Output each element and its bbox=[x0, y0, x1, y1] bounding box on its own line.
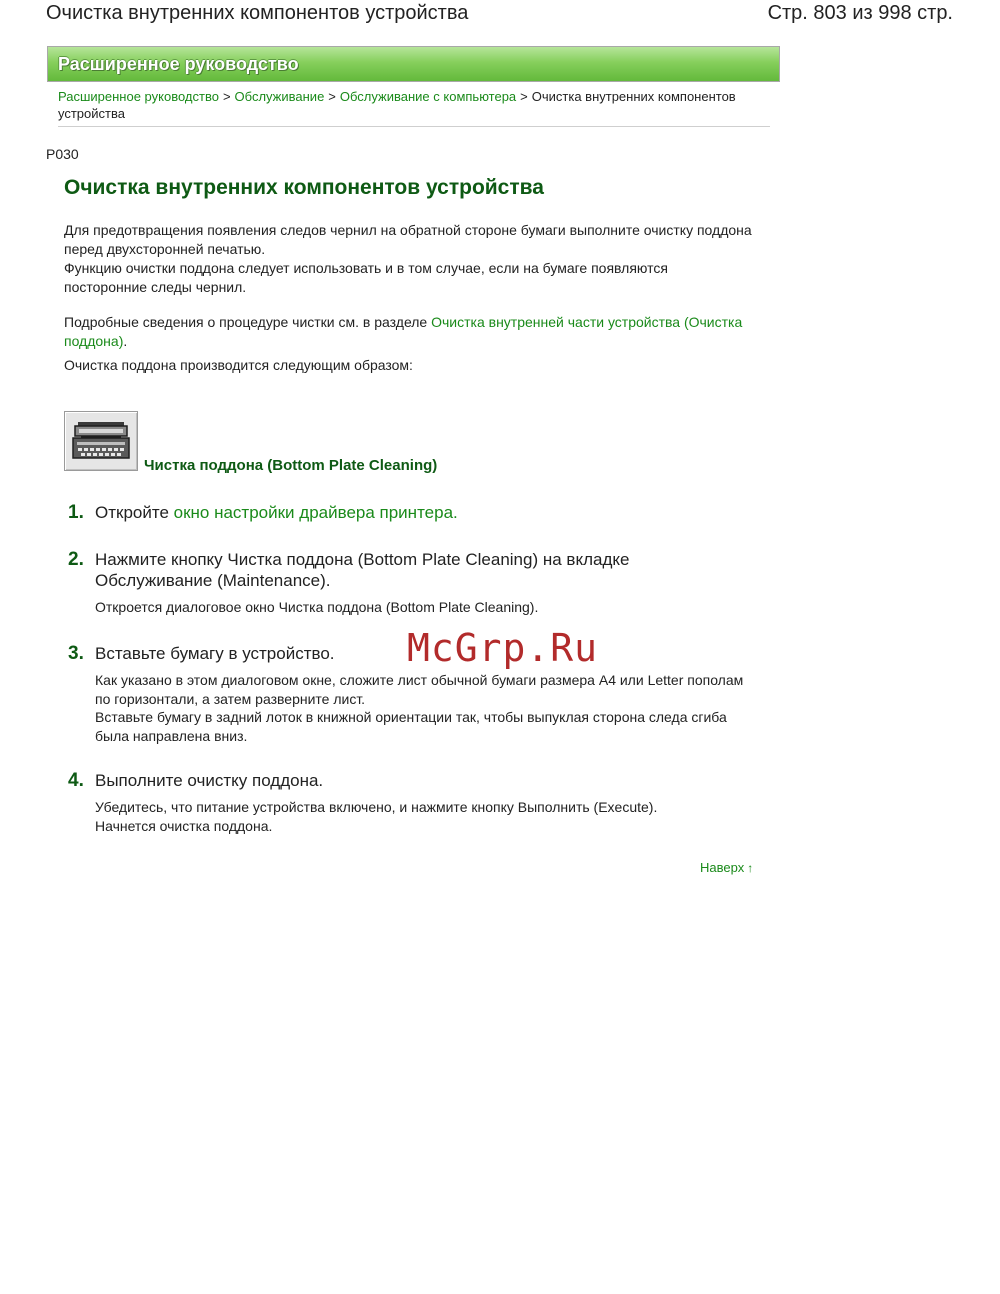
section-heading: Чистка поддона (Bottom Plate Cleaning) bbox=[144, 457, 438, 474]
intro-text-2: Функцию очистки поддона следует использовать и в том случае, если на бумаге появляются посторонние следы чернил. bbox=[64, 260, 668, 295]
page-code: P030 bbox=[46, 146, 79, 162]
section-banner bbox=[47, 46, 780, 82]
breadcrumb-link-advanced-guide[interactable]: Расширенное руководство bbox=[58, 89, 219, 104]
printer-driver-setup-link[interactable]: окно настройки драйвера принтера. bbox=[173, 503, 458, 522]
breadcrumb-separator: > bbox=[328, 89, 336, 104]
back-to-top-label: Наверх bbox=[700, 860, 745, 875]
step-title: Нажмите кнопку Чистка поддона (Bottom Plate Cleaning) на вкладке Обслуживание (Maintenance). bbox=[95, 550, 630, 590]
intro-paragraph bbox=[64, 221, 754, 297]
step-3-desc-2: Вставьте бумагу в задний лоток в книжной ориентации так, чтобы выпуклая сторона следа сгиба была направлена вниз. bbox=[95, 709, 727, 744]
breadcrumb-separator: > bbox=[222, 89, 231, 104]
details-prefix: Подробные сведения о процедуре чистки см. в разделе bbox=[64, 314, 432, 330]
step-description: Откроется диалоговое окно Чистка поддона (Bottom Plate Cleaning). bbox=[95, 599, 539, 615]
bottom-plate-cleaning-link[interactable]: Очистка внутренней части устройства (Очистка поддона) bbox=[64, 314, 743, 349]
step-4-desc-1: Убедитесь, что питание устройства включено, и нажмите кнопку Выполнить (Execute). bbox=[95, 799, 658, 815]
step-1-text: Откройте bbox=[95, 503, 174, 522]
step-3-desc-1: Как указано в этом диалоговом окне, сложите лист обычной бумаги размера A4 или Letter пополам по горизонтали, а затем разверните лист. bbox=[95, 672, 744, 707]
step-number: 2. bbox=[68, 549, 84, 570]
step-description bbox=[95, 671, 755, 745]
step-title: Вставьте бумагу в устройство. bbox=[95, 644, 335, 663]
printer-plate-icon bbox=[65, 412, 137, 470]
breadcrumb-current: Очистка внутренних компонентов устройства bbox=[58, 89, 736, 121]
breadcrumb-divider bbox=[58, 126, 770, 127]
watermark-logo: McGrp.Ru bbox=[407, 626, 599, 670]
step-description bbox=[95, 798, 755, 835]
arrow-up-icon: ↑ bbox=[747, 861, 754, 875]
breadcrumb-separator: > bbox=[520, 89, 528, 104]
breadcrumb-link-maintenance-from-computer[interactable]: Обслуживание с компьютера bbox=[339, 89, 517, 104]
procedure-intro: Очистка поддона производится следующим образом: bbox=[64, 357, 413, 373]
intro-text-1: Для предотвращения появления следов чернил на обратной стороне бумаги выполните очистку поддона перед двухсторонней печатью. bbox=[64, 222, 752, 257]
back-to-top-link[interactable] bbox=[700, 860, 753, 875]
page-title: Очистка внутренних компонентов устройства bbox=[64, 176, 544, 199]
bottom-plate-cleaning-icon bbox=[64, 411, 138, 471]
details-suffix: . bbox=[123, 333, 128, 349]
step-title bbox=[95, 502, 735, 523]
step-number: 3. bbox=[68, 643, 84, 664]
breadcrumb-link-maintenance[interactable]: Обслуживание bbox=[234, 89, 325, 104]
step-number: 4. bbox=[68, 770, 84, 791]
page-counter: Стр. 803 из 998 стр. bbox=[767, 2, 953, 24]
breadcrumb bbox=[58, 88, 758, 122]
step-title: Выполните очистку поддона. bbox=[95, 771, 324, 790]
details-paragraph bbox=[64, 313, 754, 351]
step-number: 1. bbox=[68, 502, 84, 523]
document-title: Очистка внутренних компонентов устройства bbox=[46, 2, 469, 24]
banner-title: Расширенное руководство bbox=[58, 54, 299, 74]
step-4-desc-2: Начнется очистка поддона. bbox=[95, 817, 273, 834]
